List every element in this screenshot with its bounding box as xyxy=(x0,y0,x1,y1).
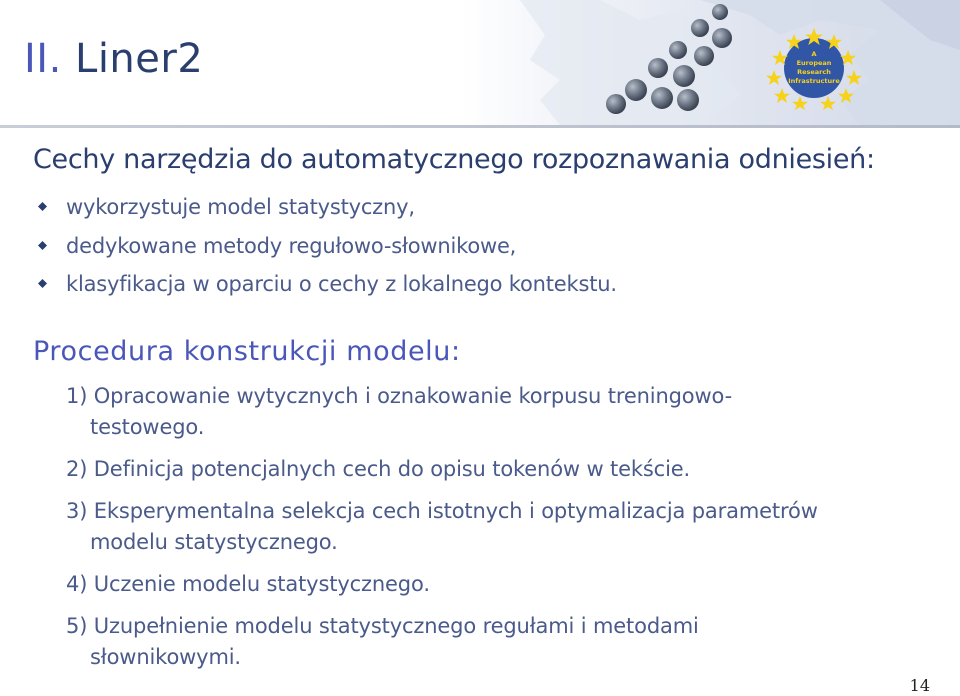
procedure-heading: Procedura konstrukcji modelu: xyxy=(33,336,461,367)
title-number: II. xyxy=(24,36,62,82)
decorative-dots xyxy=(600,0,770,125)
step-continuation: słownikowymi. xyxy=(90,645,241,669)
procedure-steps xyxy=(66,381,946,684)
list-item-text: klasyfikacja w oparciu o cechy z lokalnego kontekstu. xyxy=(66,272,617,296)
step-text: 5) Uzupełnienie modelu statystycznego regułami i metodami xyxy=(66,614,699,638)
step-text: 4) Uczenie modelu statystycznego. xyxy=(66,572,430,596)
step-text: 2) Definicja potencjalnych cech do opisu tokenów w tekście. xyxy=(66,457,691,481)
step-text: 1) Opracowanie wytycznych i oznakowanie korpusu treningowo- xyxy=(66,384,733,408)
diamond-bullet-icon xyxy=(38,202,47,211)
logo-text-3: Research xyxy=(797,68,831,76)
list-item xyxy=(38,269,617,308)
step-continuation: testowego. xyxy=(90,415,205,439)
header-divider xyxy=(0,125,960,128)
logo-text-2: European xyxy=(796,59,832,67)
title-name: Liner2 xyxy=(75,36,204,82)
procedure-step xyxy=(66,611,946,673)
procedure-step xyxy=(66,496,946,558)
diamond-bullet-icon xyxy=(38,279,47,288)
features-heading: Cechy narzędzia do automatycznego rozpoznawania odniesień: xyxy=(33,144,875,175)
european-research-infrastructure-logo xyxy=(762,26,866,110)
list-item-text: dedykowane metody regułowo-słownikowe, xyxy=(66,233,517,258)
logo-text-1: A xyxy=(811,50,817,58)
step-continuation: modelu statystycznego. xyxy=(90,530,338,554)
list-item xyxy=(38,192,617,231)
procedure-step xyxy=(66,569,946,600)
diamond-bullet-icon xyxy=(38,241,47,250)
page-number: 14 xyxy=(909,676,930,695)
list-item xyxy=(38,231,617,270)
procedure-step xyxy=(66,454,946,485)
logo-text-4: Infrastructure xyxy=(788,77,840,85)
slide-title xyxy=(24,36,203,82)
list-item-text: wykorzystuje model statystyczny, xyxy=(66,195,415,219)
features-list xyxy=(38,192,617,308)
step-text: 3) Eksperymentalna selekcja cech istotnych i optymalizacja parametrów xyxy=(66,499,818,523)
header-band xyxy=(0,0,960,125)
procedure-step xyxy=(66,381,946,443)
